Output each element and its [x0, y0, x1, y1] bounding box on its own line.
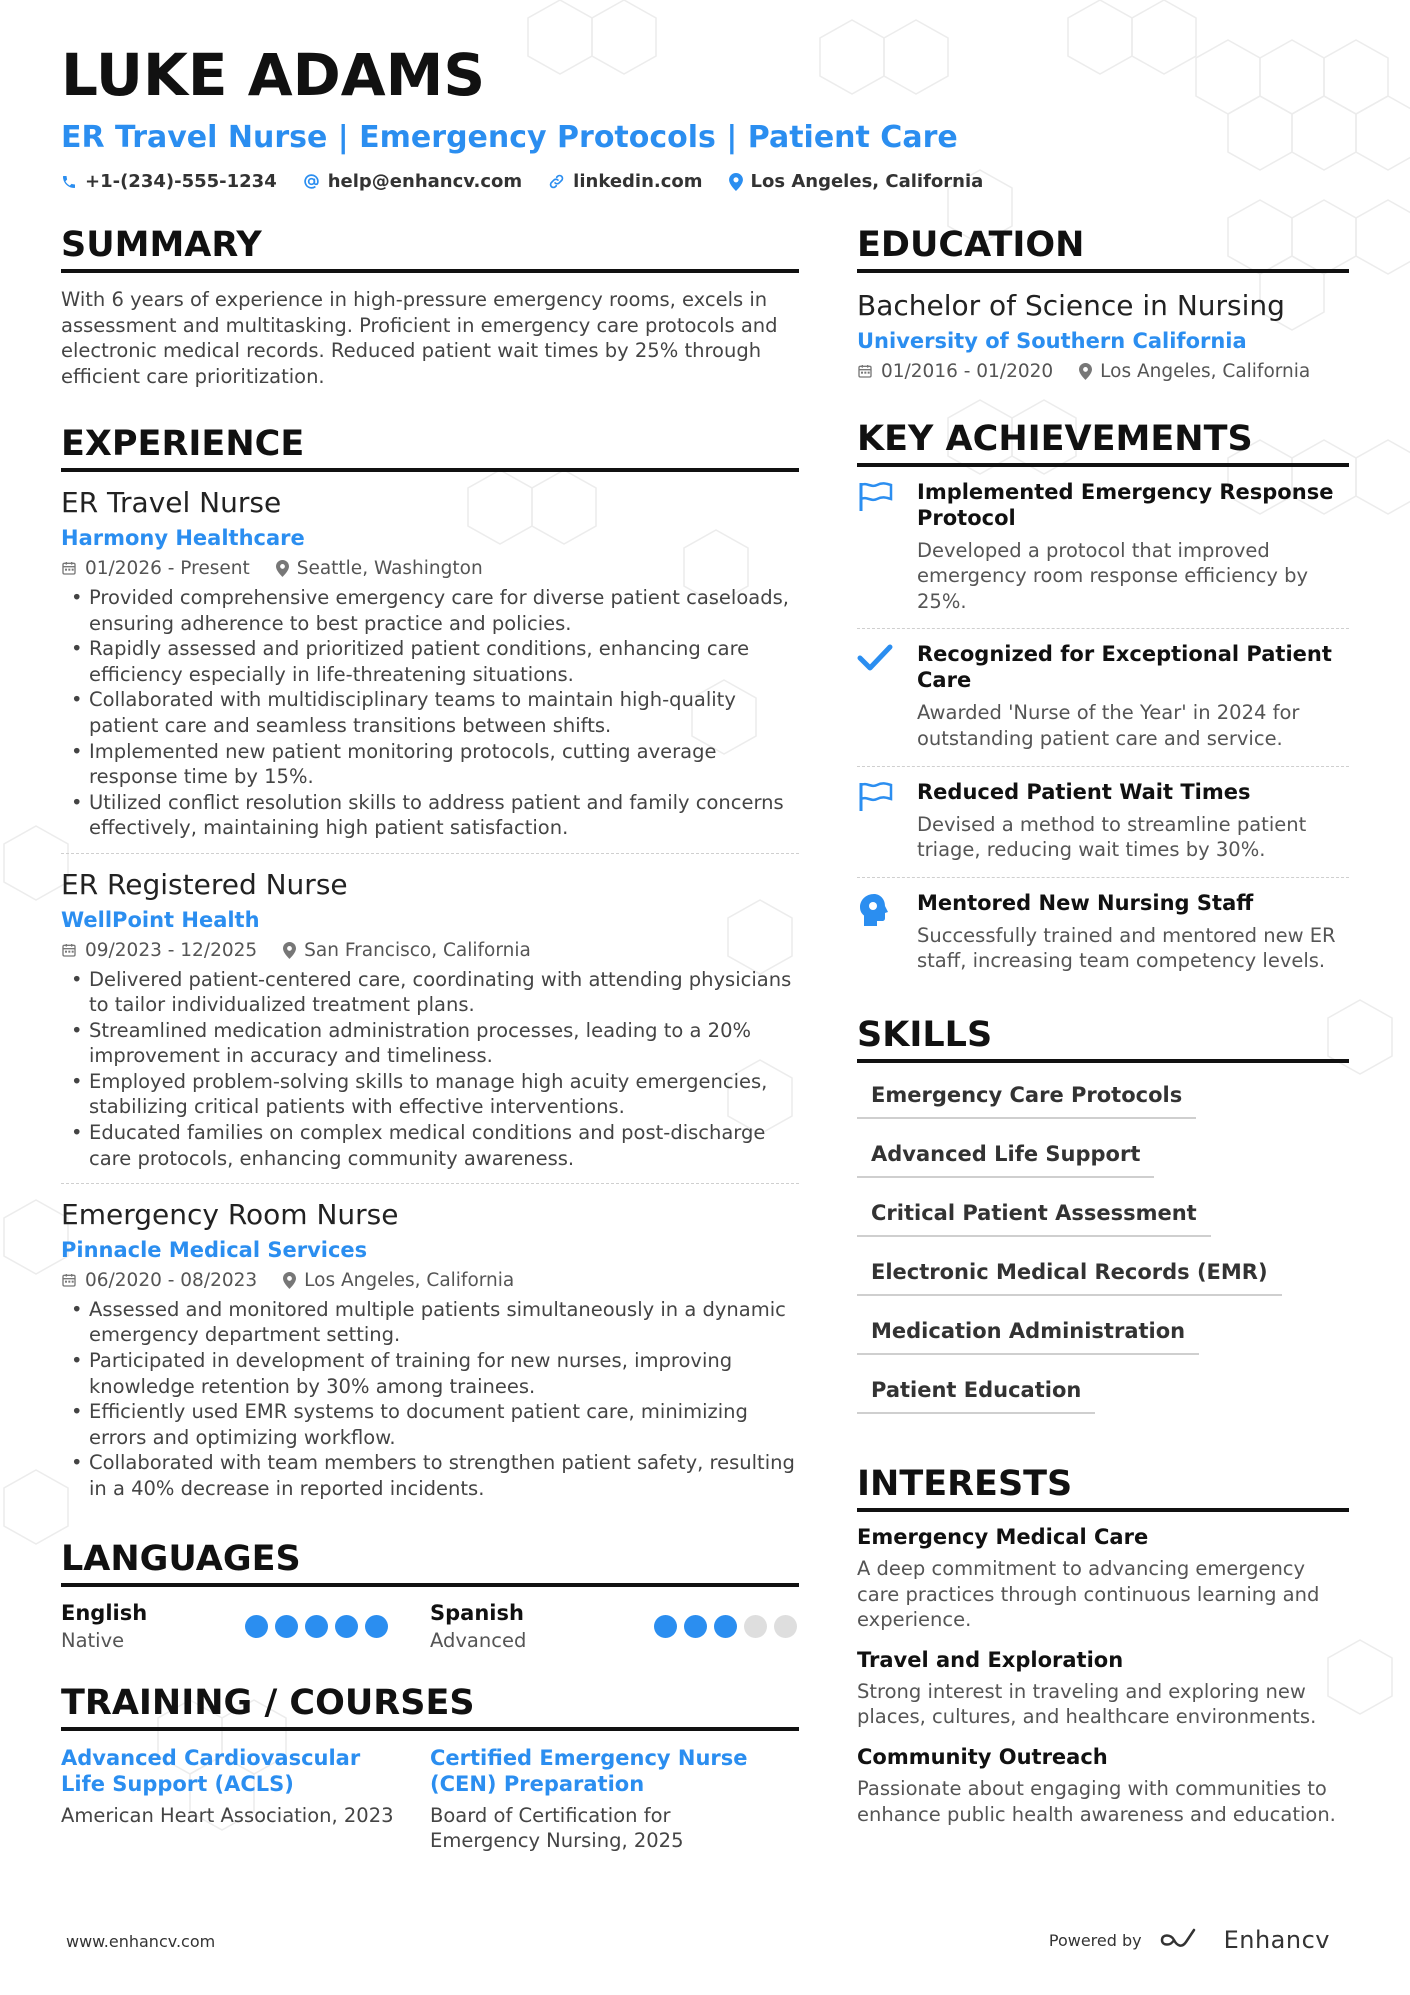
- location-pin-icon: [283, 942, 296, 959]
- achievement-item: [857, 767, 1349, 878]
- job-bullet: • Assessed and monitored multiple patients simultaneously in a dynamic emergency department setting.: [61, 1297, 799, 1348]
- achievement-item: [857, 629, 1349, 766]
- flag-icon: [857, 781, 895, 813]
- rating-dot-filled: [684, 1615, 707, 1638]
- contact-email-text: help@enhancv.com: [327, 171, 523, 192]
- job-dates: [61, 558, 250, 579]
- head-icon: [857, 892, 891, 928]
- contact-phone-text: +1-(234)-555-1234: [85, 171, 277, 192]
- language-level: Advanced: [430, 1628, 527, 1652]
- job-bullet: • Educated families on complex medical conditions and post-discharge care protocols, enhancing community awareness.: [61, 1120, 799, 1171]
- job-dates: [61, 1270, 257, 1291]
- course-item: [61, 1745, 430, 1854]
- job-location: [283, 940, 531, 961]
- education-location: [1079, 361, 1310, 382]
- course-item: [430, 1745, 799, 1854]
- contact-location-text: Los Angeles, California: [750, 171, 984, 192]
- job-bullets: [61, 967, 799, 1172]
- right-column: [857, 225, 1349, 1865]
- job-bullet: • Participated in development of training for new nurses, improving knowledge retention by 30% among trainees.: [61, 1348, 799, 1399]
- skill-tag: Electronic Medical Records (EMR): [857, 1250, 1282, 1296]
- job-dates-text: 06/2020 - 08/2023: [85, 1269, 258, 1291]
- education-degree: Bachelor of Science in Nursing: [857, 289, 1285, 322]
- summary-section: [61, 225, 799, 389]
- language-name: Spanish: [430, 1600, 524, 1625]
- job-location: [276, 558, 483, 579]
- achievement-icon-wrap: [857, 479, 917, 615]
- course-title: Certified Emergency Nurse (CEN) Preparation: [430, 1745, 748, 1796]
- job-entry: [61, 1184, 799, 1513]
- skill-tag: Medication Administration: [857, 1309, 1199, 1355]
- rating-dot-filled: [275, 1615, 298, 1638]
- achievement-desc: Developed a protocol that improved emergency room response efficiency by 25%.: [917, 538, 1308, 613]
- job-company: WellPoint Health: [61, 907, 260, 932]
- job-location-text: San Francisco, California: [304, 939, 531, 961]
- powered-by-label: Powered by: [1048, 1930, 1142, 1950]
- achievement-item: [857, 467, 1349, 630]
- achievement-title: Implemented Emergency Response Protocol: [917, 479, 1334, 530]
- job-bullet: • Collaborated with multidisciplinary teams to maintain high-quality patient care and seamless transitions between shifts.: [61, 687, 799, 738]
- education-school: University of Southern California: [857, 328, 1247, 353]
- education-section: [857, 225, 1349, 382]
- job-company: Harmony Healthcare: [61, 525, 305, 550]
- training-section: [61, 1682, 799, 1854]
- calendar-icon: [61, 560, 77, 576]
- education-dates: [857, 361, 1053, 382]
- interest-desc: Passionate about engaging with communities to enhance public health awareness and education.: [857, 1776, 1336, 1826]
- course-desc: Board of Certification for Emergency Nursing, 2025: [430, 1803, 684, 1853]
- candidate-name: LUKE ADAMS: [61, 41, 486, 109]
- rating-dot-empty: [744, 1615, 767, 1638]
- job-dates: [61, 940, 257, 961]
- education-title: EDUCATION: [857, 228, 1349, 273]
- language-item: [61, 1601, 430, 1652]
- language-item: [430, 1601, 799, 1652]
- checkmark-icon: [857, 643, 893, 673]
- job-bullets: [61, 585, 799, 841]
- phone-icon: [61, 174, 77, 190]
- contact-phone[interactable]: [61, 171, 277, 192]
- experience-section: [61, 424, 799, 1513]
- summary-text: With 6 years of experience in high-pressure emergency rooms, excels in assessment and multitasking. Proficient in emergency care protocols and electronic medical records. Reduced patient wait times by 25% through efficient care prioritization.: [61, 288, 778, 388]
- brand-name: Enhancv: [1223, 1926, 1330, 1954]
- language-rating: [245, 1615, 388, 1638]
- skill-tag: Patient Education: [857, 1368, 1095, 1414]
- enhancv-logo-icon: [1160, 1928, 1206, 1952]
- job-meta: [61, 940, 799, 961]
- contact-location: [729, 171, 984, 192]
- education-dates-text: 01/2016 - 01/2020: [881, 360, 1054, 382]
- language-name: English: [61, 1600, 148, 1625]
- rating-dot-filled: [305, 1615, 328, 1638]
- skills-list: [857, 1073, 1349, 1427]
- interest-desc: Strong interest in traveling and exploring new places, cultures, and healthcare environments.: [857, 1679, 1317, 1729]
- rating-dot-filled: [245, 1615, 268, 1638]
- experience-title: EXPERIENCE: [61, 427, 799, 472]
- job-bullet: • Streamlined medication administration processes, leading to a 20% improvement in accuracy and timeliness.: [61, 1018, 799, 1069]
- location-pin-icon: [276, 560, 289, 577]
- job-entry: [61, 854, 799, 1184]
- job-bullet: • Efficiently used EMR systems to document patient care, minimizing errors and optimizing workflow.: [61, 1399, 799, 1450]
- skills-title: SKILLS: [857, 1018, 1349, 1063]
- interest-desc: A deep commitment to advancing emergency care practices through continuous learning and experience.: [857, 1556, 1320, 1632]
- rating-dot-filled: [365, 1615, 388, 1638]
- achievement-title: Mentored New Nursing Staff: [917, 890, 1254, 915]
- skill-tag: Emergency Care Protocols: [857, 1073, 1196, 1119]
- job-title: Emergency Room Nurse: [61, 1198, 399, 1232]
- skills-section: [857, 1014, 1349, 1427]
- education-meta: [857, 361, 1349, 382]
- training-title: TRAINING / COURSES: [61, 1686, 799, 1731]
- headline: ER Travel Nurse | Emergency Protocols | Patient Care: [61, 120, 958, 155]
- flag-icon: [857, 481, 895, 513]
- achievement-icon-wrap: [857, 779, 917, 863]
- calendar-icon: [857, 363, 873, 379]
- achievement-icon-wrap: [857, 890, 917, 974]
- skill-tag: Advanced Life Support: [857, 1132, 1154, 1178]
- course-title: Advanced Cardiovascular Life Support (ACLS): [61, 1745, 361, 1796]
- job-bullet: • Employed problem-solving skills to manage high acuity emergencies, stabilizing critical patients with effective interventions.: [61, 1069, 799, 1120]
- job-bullet: • Rapidly assessed and prioritized patient conditions, enhancing care efficiency especially in life-threatening situations.: [61, 636, 799, 687]
- interest-item: [857, 1524, 1349, 1633]
- job-location-text: Los Angeles, California: [304, 1269, 515, 1291]
- achievement-desc: Successfully trained and mentored new ER staff, increasing team competency levels.: [917, 923, 1336, 973]
- achievements-section: [857, 418, 1349, 988]
- skill-tag: Critical Patient Assessment: [857, 1191, 1211, 1237]
- interest-item: [857, 1647, 1349, 1730]
- interest-title: Community Outreach: [857, 1744, 1108, 1769]
- footer-website-link[interactable]: www.enhancv.com: [66, 1932, 216, 1951]
- job-title: ER Travel Nurse: [61, 486, 282, 520]
- left-column: [61, 225, 799, 1892]
- interests-title: INTERESTS: [857, 1467, 1349, 1512]
- job-meta: [61, 558, 799, 579]
- interest-title: Travel and Exploration: [857, 1647, 1124, 1672]
- achievement-desc: Awarded 'Nurse of the Year' in 2024 for outstanding patient care and service.: [917, 701, 1300, 750]
- rating-dot-filled: [335, 1615, 358, 1638]
- languages-list: [61, 1601, 799, 1652]
- location-pin-icon: [729, 173, 743, 191]
- calendar-icon: [61, 1272, 77, 1288]
- education-location-text: Los Angeles, California: [1100, 360, 1311, 382]
- rating-dot-empty: [774, 1615, 797, 1638]
- interests-section: [857, 1463, 1349, 1827]
- job-bullet: • Utilized conflict resolution skills to address patient and family concerns effectively, maintaining high patient satisfaction.: [61, 790, 799, 841]
- job-company: Pinnacle Medical Services: [61, 1237, 368, 1262]
- achievement-title: Reduced Patient Wait Times: [917, 779, 1251, 804]
- job-bullets: [61, 1297, 799, 1502]
- interest-item: [857, 1744, 1349, 1827]
- achievement-icon-wrap: [857, 641, 917, 751]
- job-entry: [61, 472, 799, 854]
- achievement-desc: Devised a method to streamline patient triage, reducing wait times by 30%.: [917, 812, 1307, 862]
- summary-title: SUMMARY: [61, 228, 799, 273]
- achievement-title: Recognized for Exceptional Patient Care: [917, 642, 1332, 693]
- job-title: ER Registered Nurse: [61, 867, 348, 901]
- languages-title: LANGUAGES: [61, 1542, 799, 1587]
- contact-linkedin-text: linkedin.com: [573, 171, 703, 192]
- interest-title: Emergency Medical Care: [857, 1524, 1149, 1549]
- rating-dot-filled: [714, 1615, 737, 1638]
- job-location: [283, 1270, 514, 1291]
- contact-email[interactable]: [303, 171, 522, 192]
- link-icon: [548, 173, 565, 190]
- at-icon: [303, 173, 320, 190]
- job-location-text: Seattle, Washington: [296, 557, 483, 579]
- course-desc: American Heart Association, 2023: [61, 1803, 394, 1827]
- language-rating: [654, 1615, 797, 1638]
- languages-section: [61, 1538, 799, 1652]
- job-bullet: • Collaborated with team members to strengthen patient safety, resulting in a 40% decrease in reported incidents.: [61, 1450, 799, 1501]
- contact-linkedin[interactable]: [548, 171, 702, 192]
- achievement-item: [857, 878, 1349, 988]
- language-level: Native: [61, 1628, 125, 1652]
- calendar-icon: [61, 942, 77, 958]
- rating-dot-filled: [654, 1615, 677, 1638]
- job-bullet: • Provided comprehensive emergency care for diverse patient caseloads, ensuring adherence to best practice and policies.: [61, 585, 799, 636]
- contact-bar: [61, 171, 983, 192]
- job-dates-text: 01/2026 - Present: [85, 557, 250, 579]
- footer-brand[interactable]: [1049, 1926, 1330, 1954]
- job-meta: [61, 1270, 799, 1291]
- job-dates-text: 09/2023 - 12/2025: [85, 939, 258, 961]
- job-bullet: • Implemented new patient monitoring protocols, cutting average response time by 15%.: [61, 739, 799, 790]
- courses-list: [61, 1745, 799, 1854]
- achievements-title: KEY ACHIEVEMENTS: [857, 422, 1349, 467]
- job-bullet: • Delivered patient-centered care, coordinating with attending physicians to tailor individualized treatment plans.: [61, 967, 799, 1018]
- location-pin-icon: [1079, 363, 1092, 380]
- location-pin-icon: [283, 1272, 296, 1289]
